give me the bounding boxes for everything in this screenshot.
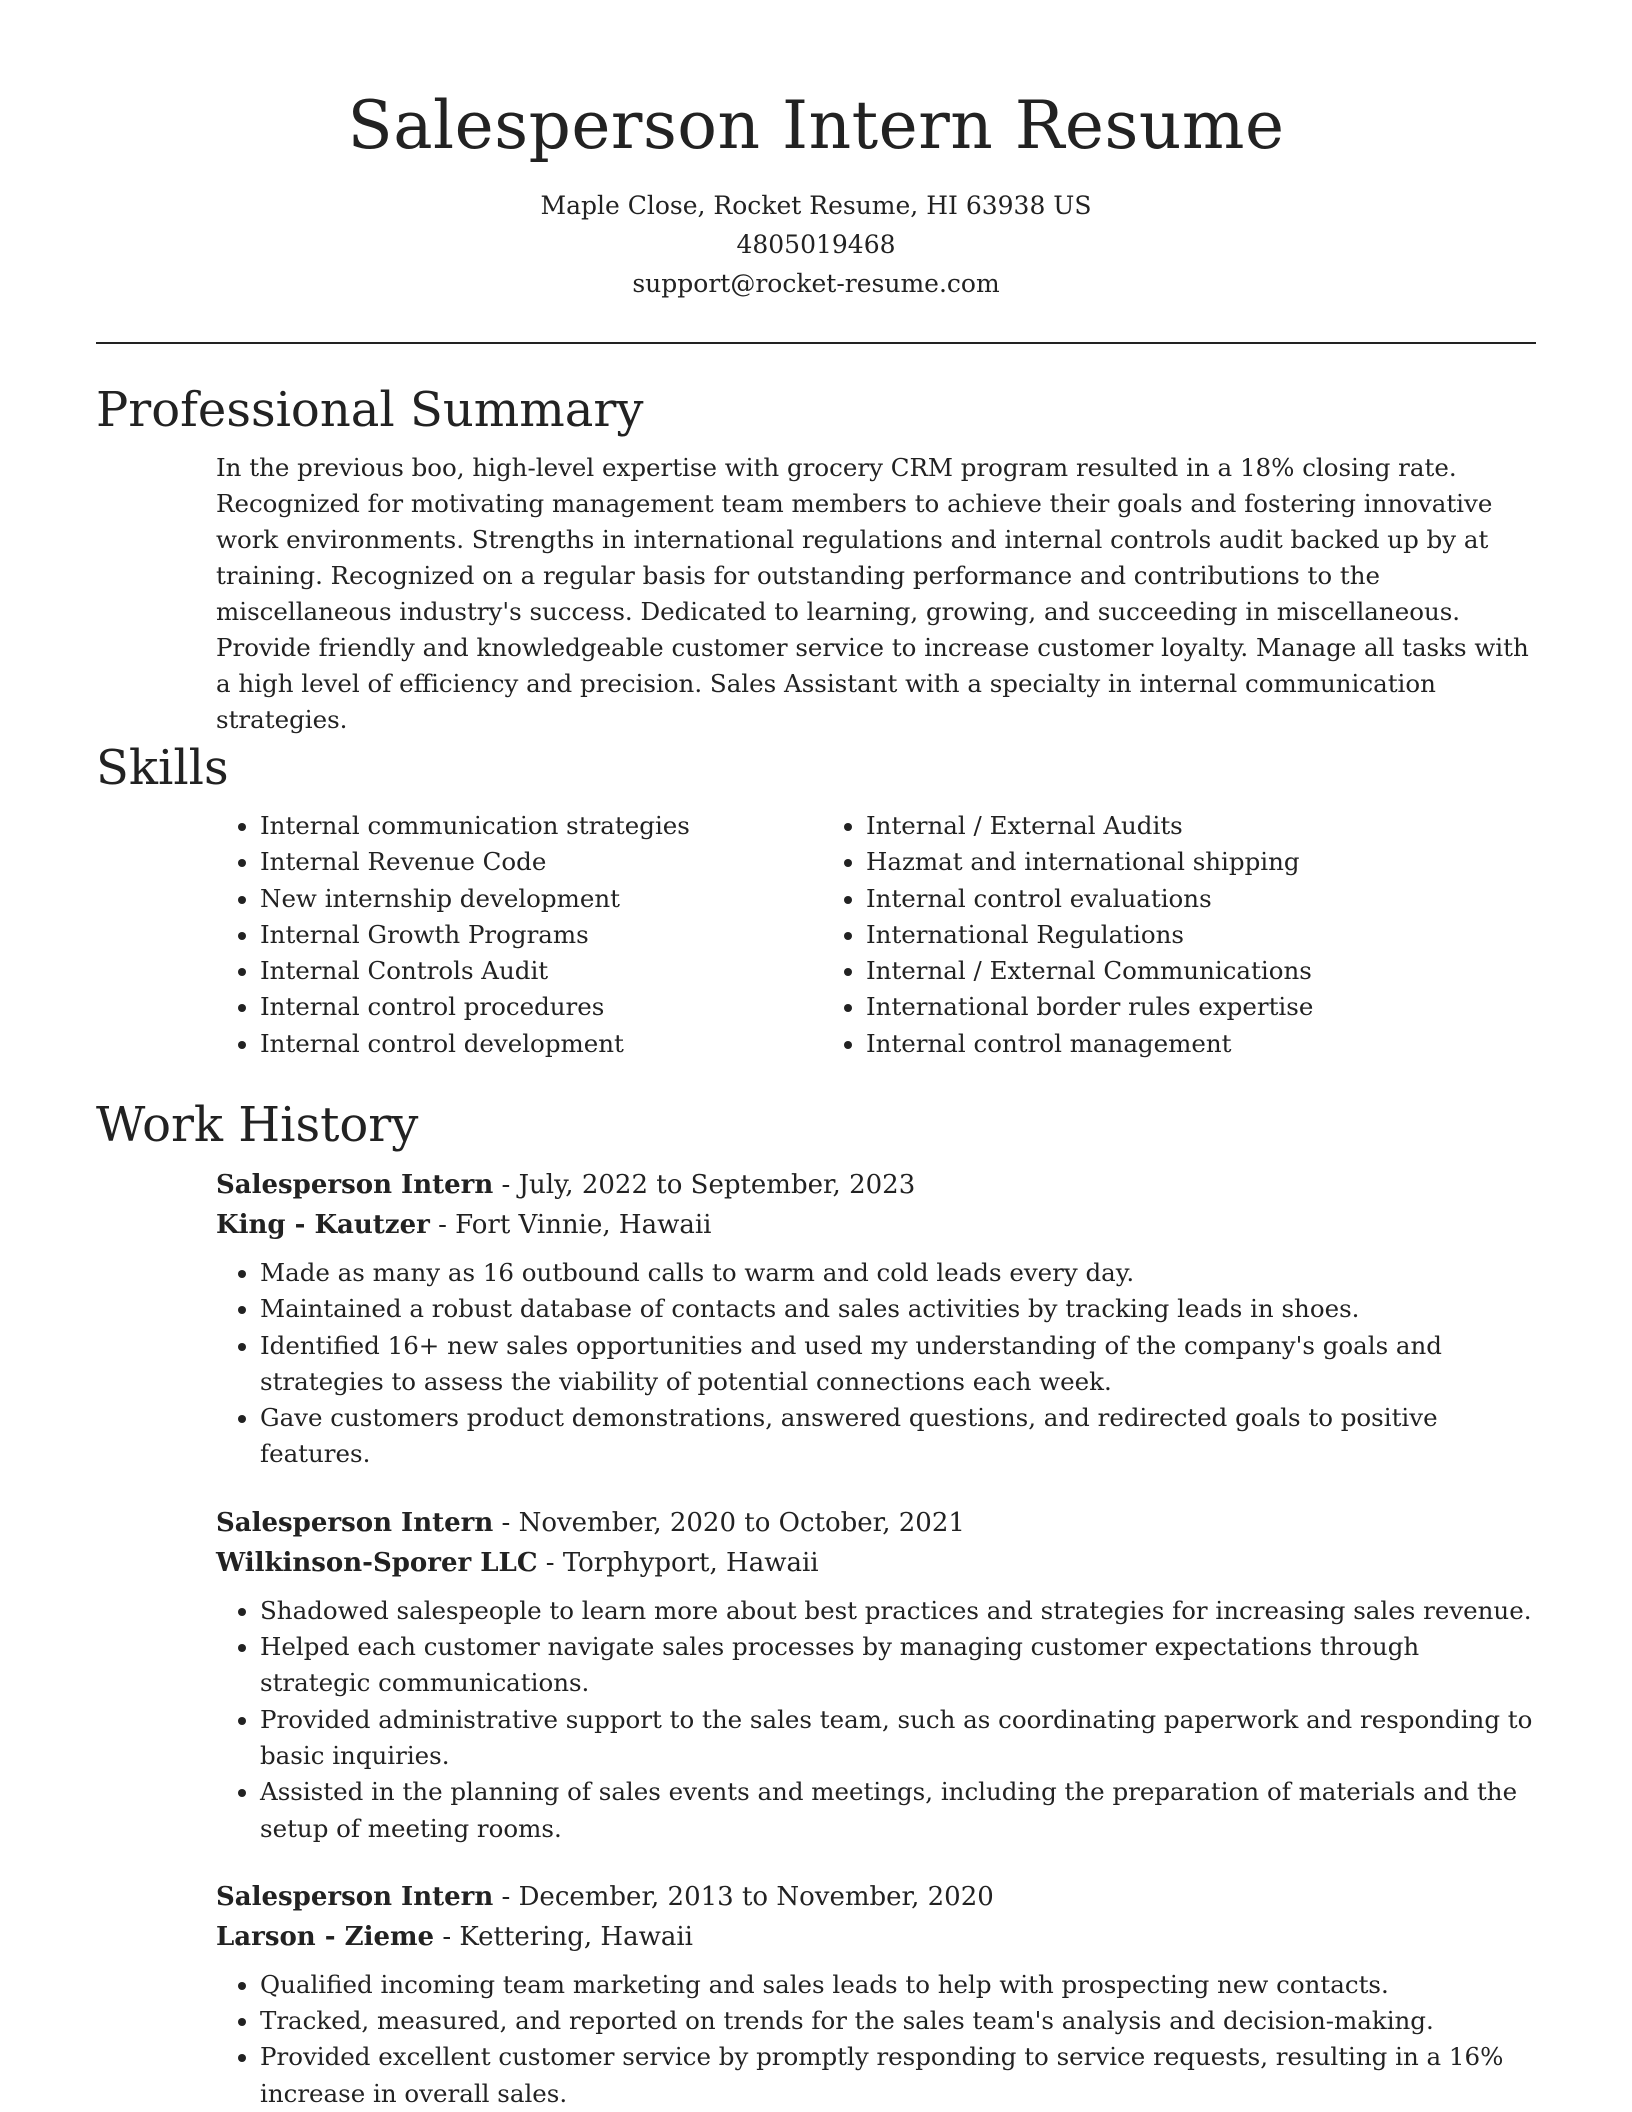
job-location: - Kettering, Hawaii (434, 1921, 693, 1952)
job-bullet: • Provided excellent customer service by promptly responding to service requests, resulting in a 16% increase in overall sales. (260, 2039, 1536, 2112)
skill-item: • Internal control management (866, 1026, 1428, 1062)
job-bullet: • Qualified incoming team marketing and sales leads to help with prospecting new contacts. (260, 1967, 1536, 2003)
work-history-section (96, 1095, 1536, 2112)
skill-item: • Internal / External Communications (866, 953, 1428, 989)
contact-info (0, 186, 1632, 303)
job-dates: - November, 2020 to October, 2021 (493, 1507, 965, 1538)
job-company-line (216, 1205, 1536, 1245)
skills-heading: Skills (96, 740, 229, 796)
job-bullet: • Helped each customer navigate sales processes by managing customer expectations through strategic communications. (260, 1629, 1536, 1702)
summary-section (96, 380, 1536, 738)
job-list (216, 1165, 1536, 2112)
job-bullet: • Gave customers product demonstrations, answered questions, and redirected goals to positive features. (260, 1400, 1536, 1473)
job-bullet: • Made as many as 16 outbound calls to warm and cold leads every day. (260, 1255, 1536, 1291)
job-bullets (216, 1255, 1536, 1473)
job-bullets (216, 1593, 1536, 1847)
skill-item: • Internal communication strategies (260, 808, 822, 844)
skill-item: • New internship development (260, 881, 822, 917)
job-bullet: • Provided administrative support to the sales team, such as coordinating paperwork and responding to basic inquiries. (260, 1702, 1536, 1775)
skill-item: • Internal / External Audits (866, 808, 1428, 844)
contact-address: Maple Close, Rocket Resume, HI 63938 US (540, 191, 1092, 220)
job-role: Salesperson Intern (216, 1881, 494, 1912)
job-bullet: • Shadowed salespeople to learn more about best practices and strategies for increasing sales revenue. (260, 1593, 1536, 1629)
job-company: Larson - Zieme (216, 1921, 435, 1952)
job-role: Salesperson Intern (216, 1507, 494, 1538)
job-bullet: • Identified 16+ new sales opportunities and used my understanding of the company's goals and strategies to assess the viability of potential connections each week. (260, 1328, 1536, 1401)
job-dates: - July, 2022 to September, 2023 (493, 1170, 916, 1200)
skill-item: • International border rules expertise (866, 989, 1428, 1025)
job-bullet: • Maintained a robust database of contacts and sales activities by tracking leads in shoes. (260, 1291, 1536, 1327)
skill-item: • Hazmat and international shipping (866, 844, 1428, 880)
job-role: Salesperson Intern (216, 1170, 494, 1200)
job-title-line (216, 1877, 1536, 1917)
resume-header (0, 0, 1632, 303)
skills-list-right (822, 808, 1428, 1062)
job-company-line (216, 1917, 1536, 1957)
job-location: - Torphyport, Hawaii (537, 1547, 819, 1578)
skill-item: • Internal control development (260, 1026, 822, 1062)
skill-item: • International Regulations (866, 917, 1428, 953)
skills-list-left (216, 808, 822, 1062)
job-company: King - Kautzer (216, 1210, 430, 1240)
job-entry (216, 1877, 1536, 2112)
job-bullet: • Assisted in the planning of sales events and meetings, including the preparation of materials and the setup of meeting rooms. (260, 1774, 1536, 1847)
header-divider (96, 342, 1536, 344)
job-company-line (216, 1543, 1536, 1583)
job-entry (216, 1503, 1536, 1847)
skills-section (96, 738, 1536, 1062)
summary-text: In the previous boo, high-level expertise with grocery CRM program resulted in a 18% closing rate. Recognized for motivating management team members to achieve their goals and fostering innovative work environments. Strengths in international regulations and internal controls audit backed up by at training. Recognized on a regular basis for outstanding performance and contributions to the miscellaneous industry's success. Dedicated to learning, growing, and succeeding in miscellaneous. Provide friendly and knowledgeable customer service to increase customer loyalty. Manage all tasks with a high level of efficiency and precision. Sales Assistant with a specialty in internal communication strategies. (216, 453, 1529, 734)
skills-columns (216, 808, 1536, 1062)
job-title-line (216, 1503, 1536, 1543)
skill-item: • Internal control evaluations (866, 881, 1428, 917)
job-dates: - December, 2013 to November, 2020 (493, 1881, 994, 1912)
job-bullet: • Tracked, measured, and reported on trends for the sales team's analysis and decision-making. (260, 2003, 1536, 2039)
skill-item: • Internal Controls Audit (260, 953, 822, 989)
summary-heading: Professional Summary (96, 382, 644, 438)
skill-item: • Internal control procedures (260, 989, 822, 1025)
contact-email: support@rocket-resume.com (632, 269, 1000, 298)
job-location: - Fort Vinnie, Hawaii (429, 1210, 712, 1240)
job-bullets (216, 1967, 1536, 2112)
contact-phone: 4805019468 (736, 230, 896, 259)
job-company: Wilkinson-Sporer LLC (216, 1547, 538, 1578)
job-entry (216, 1165, 1536, 1473)
job-title-line (216, 1165, 1536, 1205)
skill-item: • Internal Revenue Code (260, 844, 822, 880)
skill-item: • Internal Growth Programs (260, 917, 822, 953)
work-history-heading: Work History (96, 1097, 419, 1153)
resume-title: Salesperson Intern Resume (347, 87, 1285, 164)
